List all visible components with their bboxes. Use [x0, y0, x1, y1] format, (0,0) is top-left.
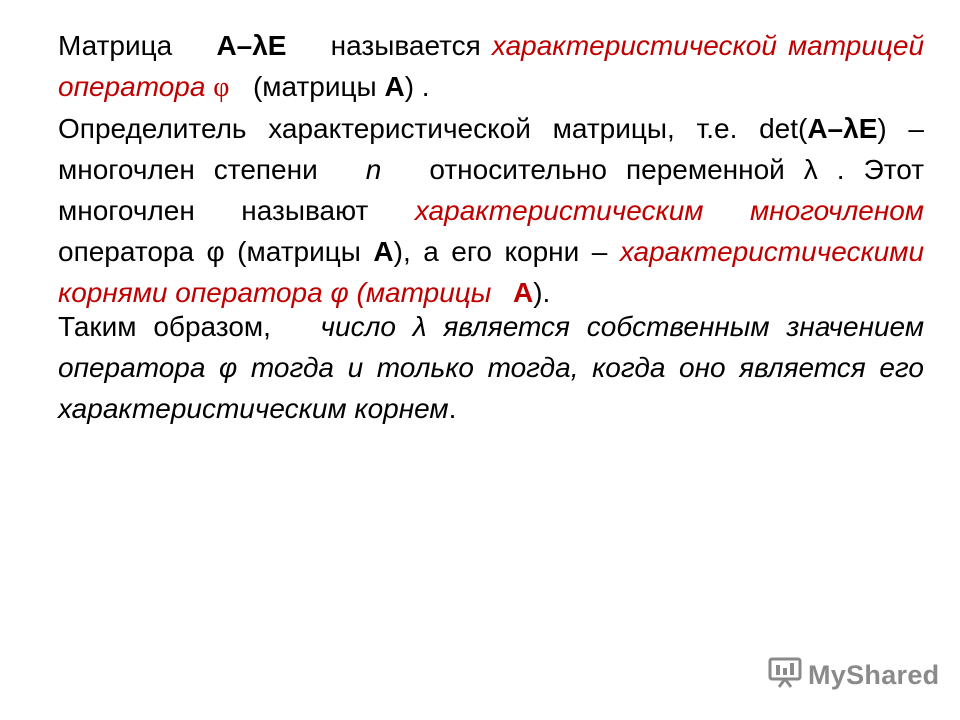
- theorem-statement: число λ является собственным значением оператора φ тогда и только тогда, когда оно является его характеристическим корнем: [58, 311, 925, 424]
- text: (матрицы: [252, 71, 377, 102]
- text: ), а его корни –: [393, 236, 608, 267]
- text: .: [448, 393, 457, 424]
- text: называется: [330, 30, 481, 61]
- term-characteristic-polynomial: характеристическим многочленом: [414, 195, 924, 226]
- text: относительно переменной λ . Этот многочлен называют: [58, 154, 925, 226]
- phi-symbol: φ: [213, 72, 230, 103]
- text: Матрица: [58, 30, 173, 61]
- matrix-a: A: [373, 236, 394, 267]
- variable-n: n: [365, 154, 382, 185]
- text: ) .: [404, 71, 430, 102]
- text: Таким образом,: [58, 311, 271, 342]
- matrix-expression: A–λE: [216, 30, 287, 61]
- matrix-a: A: [384, 71, 405, 102]
- paragraph-characteristic-matrix: [58, 25, 924, 108]
- paragraph-conclusion: [58, 306, 924, 429]
- term-characteristic-matrix: характеристической матрицей оператора: [58, 30, 925, 102]
- text: оператора φ (матрицы: [58, 236, 361, 267]
- term-characteristic-roots: характеристическими корнями оператора φ (матрицы: [58, 236, 925, 308]
- text: ).: [533, 277, 551, 308]
- matrix-a: A: [512, 277, 534, 308]
- text: Определитель характеристической матрицы, т.е. det(: [58, 113, 808, 144]
- matrix-expression: A–λE: [807, 113, 878, 144]
- paragraph-characteristic-polynomial: [58, 108, 924, 313]
- text: ) – многочлен степени: [58, 113, 924, 185]
- watermark-text: MyShared: [808, 659, 940, 690]
- watermark: [768, 655, 939, 695]
- presentation-board-icon: [768, 656, 808, 695]
